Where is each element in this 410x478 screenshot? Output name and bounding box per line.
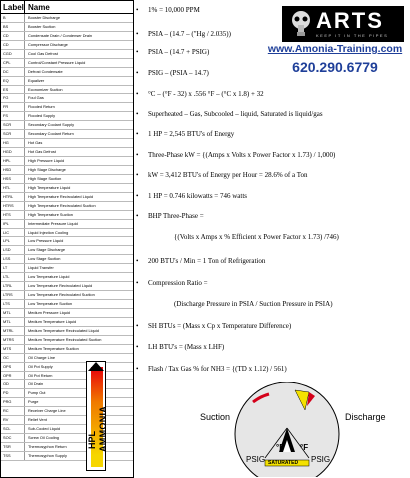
legend-row-label: OC <box>1 354 25 362</box>
legend-row <box>1 193 133 202</box>
legend-row-name: Foul Gas <box>28 95 44 101</box>
legend-row <box>1 68 133 77</box>
formula-item: • PSIA – (14.7 + PSIG) <box>148 48 209 56</box>
arts-logo <box>282 6 404 42</box>
legend-row-label: B <box>1 14 25 22</box>
legend-row <box>1 103 133 112</box>
legend-row-name: High Temperature Recirculated Suction <box>28 202 96 208</box>
legend-row <box>1 14 133 23</box>
legend-row <box>1 318 133 327</box>
legend-row-label: HTRS <box>1 202 25 210</box>
legend-row-name: High Stage Discharge <box>28 166 66 172</box>
formula-item: • kW = 3,412 BTU's of Energy per Hour = 28.6% of a Ton <box>148 171 308 179</box>
legend-header-name: Name <box>28 3 50 12</box>
legend-row <box>1 398 133 407</box>
gauge-psig-left: PSIG <box>246 455 266 464</box>
legend-row-name: Screw Oil Cooling <box>28 435 59 441</box>
legend-row-name: High Temperature Recirculated Liquid <box>28 193 94 199</box>
ammonia-label: AMMONIA <box>98 405 108 452</box>
legend-row-name: Hot Gas <box>28 140 43 146</box>
legend-row-name: Condensate Drain / Condenser Drain <box>28 32 93 38</box>
formula-item: • Compression Ratio = <box>148 279 208 287</box>
legend-row-label: LPL <box>1 237 25 245</box>
legend-row <box>1 354 133 363</box>
legend-row <box>1 121 133 130</box>
legend-row-label: DC <box>1 68 25 76</box>
legend-row <box>1 407 133 416</box>
legend-row-label: SCR <box>1 130 25 138</box>
formula-item: • °C – (°F - 32) x .556 °F – (°C x 1.8) + 32 <box>148 90 264 98</box>
legend-row-label: OPR <box>1 372 25 380</box>
legend-row-label: TSS <box>1 452 25 460</box>
legend-row-label: MTRS <box>1 336 25 344</box>
legend-row-name: Secondary Coolant Return <box>28 131 74 137</box>
legend-rows <box>1 14 133 461</box>
legend-row <box>1 363 133 372</box>
legend-row-name: Oil Pot Return <box>28 372 53 378</box>
legend-row-name: Flooded Return <box>28 104 55 110</box>
legend-row <box>1 345 133 354</box>
legend-row-name: Low Temperature Recirculated Suction <box>28 292 95 298</box>
legend-row-name: Medium Temperature Liquid <box>28 318 77 324</box>
legend-row-label: MTL <box>1 318 25 326</box>
legend-row-name: Thermosyphon Supply <box>28 452 67 458</box>
legend-row-name: Low Stage Discharge <box>28 247 65 253</box>
legend-row-label: HSS <box>1 175 25 183</box>
legend-row-label: CD <box>1 41 25 49</box>
legend-row <box>1 166 133 175</box>
legend-row <box>1 273 133 282</box>
legend-row-name: Equalizer <box>28 77 45 83</box>
logo-text: ARTS <box>316 8 384 33</box>
legend-row-label: BS <box>1 23 25 31</box>
legend-row-label: CPL <box>1 59 25 67</box>
legend-row-name: Sub-Cooled Liquid <box>28 426 61 432</box>
legend-row <box>1 425 133 434</box>
legend-row <box>1 77 133 86</box>
formula-item: • LH BTU's = (Mass x LHF) <box>148 343 224 351</box>
legend-row-name: Booster Suction <box>28 23 56 29</box>
legend-row <box>1 237 133 246</box>
legend-row <box>1 157 133 166</box>
legend-row-label: LSS <box>1 255 25 263</box>
legend-row <box>1 32 133 41</box>
legend-row <box>1 416 133 425</box>
legend-row <box>1 175 133 184</box>
legend-row-name: Liquid Injection Cooling <box>28 229 69 235</box>
legend-row-label: LTRL <box>1 282 25 290</box>
legend-row-name: Low Temperature Liquid <box>28 274 70 280</box>
legend-row-label: PRG <box>1 398 25 406</box>
formula-item: • 1% = 10,000 PPM <box>148 6 200 14</box>
formula-item: • SH BTUs = (Mass x Cp x Temperature Difference) <box>148 322 291 330</box>
legend-row <box>1 300 133 309</box>
legend-header-label: Label <box>3 3 24 12</box>
formula-item: • PSIG – (PSIA – 14.7) <box>148 69 209 77</box>
formula-item: • Superheated – Gas, Subcooled – liquid, Saturated is liquid/gas <box>148 110 323 118</box>
gauge-psig-right: PSIG <box>311 455 331 464</box>
legend-row-label: FS <box>1 112 25 120</box>
legend-row-name: Cool Gas Defrost <box>28 50 58 56</box>
legend-row <box>1 389 133 398</box>
legend-row-label: PD <box>1 389 25 397</box>
formula-item: {(Volts x Amps x % Efficient x Power Factor x 1.73) /746) <box>174 233 339 241</box>
logo-tagline: KEEP IT IN THE PIPES <box>316 33 389 38</box>
ammonia-hpl-label: HPL <box>87 431 97 449</box>
legend-row-name: Low Stage Suction <box>28 256 61 262</box>
gauge-deg-right: °F <box>300 443 309 452</box>
legend-row-label: HPL <box>1 157 25 165</box>
legend-row-name: Intermediate Pressure Liquid <box>28 220 78 226</box>
legend-row-name: Purge <box>28 399 39 405</box>
legend-row-name: Medium Temperature Recirculated Suction <box>28 336 102 342</box>
legend-row-name: Secondary Coolant Supply <box>28 122 75 128</box>
legend-row-name: Medium Temperature Suction <box>28 345 79 351</box>
legend-row-label: HTL <box>1 184 25 192</box>
formula-item: • PSIA – (14.7 – ("Hg / 2.035)) <box>148 30 231 38</box>
legend-row-label: OPS <box>1 363 25 371</box>
legend-row <box>1 246 133 255</box>
legend-row-name: Receiver Charge Line <box>28 408 66 414</box>
legend-row-name: Low Temperature Recirculated Liquid <box>28 283 93 289</box>
legend-row-name: Low Temperature Suction <box>28 301 73 306</box>
legend-row-name: Control/Constant Pressure Liquid <box>28 59 86 65</box>
legend-row <box>1 372 133 381</box>
legend-row-label: LTS <box>1 300 25 308</box>
legend-row-label: EQ <box>1 77 25 85</box>
legend-row <box>1 291 133 300</box>
legend-row-label: OD <box>1 380 25 388</box>
legend-row-name: Thermosyphon Return <box>28 444 67 449</box>
gauge-discharge-label: Discharge <box>345 412 386 422</box>
formula-item: • 1 HP = 0.746 kilowatts = 746 watts <box>148 192 247 200</box>
legend-row-name: High Temperature Suction <box>28 211 73 217</box>
legend-row-name: Medium Pressure Liquid <box>28 309 70 315</box>
legend-row-label: FR <box>1 103 25 111</box>
legend-row-label: SCR <box>1 121 25 129</box>
legend-row <box>1 211 133 220</box>
legend-row-label: LSD <box>1 246 25 254</box>
legend-row <box>1 220 133 229</box>
legend-row <box>1 139 133 148</box>
legend-row-label: HSD <box>1 166 25 174</box>
legend-row <box>1 264 133 273</box>
legend-row-name: Defrost Condensate <box>28 68 63 74</box>
legend-row-name: Oil Charge Line <box>28 354 56 360</box>
gas-mask-icon <box>290 10 312 38</box>
legend-row-label: LT <box>1 264 25 272</box>
legend-row-name: Hot Gas Defrost <box>28 149 56 155</box>
legend-row-label: MTS <box>1 345 25 353</box>
legend-row-name: Flooded Supply <box>28 113 56 119</box>
legend-header <box>1 1 133 14</box>
legend-row <box>1 59 133 68</box>
legend-table <box>0 0 134 478</box>
legend-row-name: Compressor Discharge <box>28 41 68 47</box>
legend-row-name: Low Pressure Liquid <box>28 238 64 244</box>
legend-row-label: CGD <box>1 50 25 58</box>
legend-row-label: RV <box>1 416 25 424</box>
legend-row-name: High Pressure Liquid <box>28 158 65 163</box>
gauge-saturated-label: SATURATED <box>268 460 299 466</box>
legend-row <box>1 94 133 103</box>
legend-row-label: HTRL <box>1 193 25 201</box>
legend-row-label: LTL <box>1 273 25 281</box>
formula-item: • 200 BTU's / Min = 1 Ton of Refrigeration <box>148 257 265 265</box>
legend-row <box>1 229 133 238</box>
legend-row-name: Oil Drain <box>28 381 44 387</box>
formula-item: (Discharge Pressure in PSIA / Suction Pressure in PSIA) <box>174 300 333 308</box>
legend-row-name: Medium Temperature Recirculated Liquid <box>28 327 99 333</box>
phone-number: 620.290.6779 <box>292 59 378 75</box>
gauge-suction-label: Suction <box>200 412 231 422</box>
legend-row-name: Booster Discharge <box>28 15 61 20</box>
legend-row-name: Liquid Transfer <box>28 265 54 271</box>
legend-row <box>1 202 133 211</box>
legend-row-name: High Stage Suction <box>28 175 62 181</box>
legend-row-name: Economizer Suction <box>28 86 63 92</box>
legend-row-label: SCL <box>1 425 25 433</box>
legend-row-name: Oil Pot Supply <box>28 363 53 369</box>
legend-row-label: FG <box>1 94 25 102</box>
legend-row <box>1 434 133 443</box>
legend-row <box>1 336 133 345</box>
legend-row <box>1 148 133 157</box>
legend-row <box>1 86 133 95</box>
legend-row <box>1 380 133 389</box>
up-arrow-icon <box>88 362 104 371</box>
legend-row-label: IPL <box>1 220 25 228</box>
legend-row-label: RC <box>1 407 25 415</box>
legend-row-name: Pump Out <box>28 390 46 396</box>
legend-row <box>1 443 133 452</box>
legend-row-label: MTL <box>1 309 25 317</box>
legend-row <box>1 41 133 50</box>
legend-row <box>1 255 133 264</box>
legend-row <box>1 327 133 336</box>
legend-row-label: HG <box>1 139 25 147</box>
legend-row-label: TSR <box>1 443 25 451</box>
legend-row-label: MTRL <box>1 327 25 335</box>
legend-row-label: LTRS <box>1 291 25 299</box>
formula-item: • BHP Three-Phase = <box>148 212 204 220</box>
legend-row-name: High Temperature Liquid <box>28 184 71 190</box>
legend-row <box>1 23 133 32</box>
formula-item: • Three-Phase kW = {(Amps x Volts x Power Factor x 1.73) / 1,000) <box>148 151 335 159</box>
legend-row <box>1 309 133 318</box>
legend-row-label: ES <box>1 86 25 94</box>
legend-row-label: HTS <box>1 211 25 219</box>
legend-row <box>1 112 133 121</box>
formula-item: • Flash / Tax Gas % for NH3 = {(TD x 1.12) / 561) <box>148 365 287 373</box>
legend-row <box>1 452 133 461</box>
legend-row <box>1 282 133 291</box>
formula-item: • 1 HP = 2,545 BTU's of Energy <box>148 130 234 138</box>
gauge-deg-left: °F <box>276 443 285 452</box>
legend-row <box>1 184 133 193</box>
legend-row-label: SOC <box>1 434 25 442</box>
legend-row-name: Relief Vent <box>28 417 47 423</box>
legend-row-label: HGD <box>1 148 25 156</box>
legend-row <box>1 130 133 139</box>
legend-row <box>1 50 133 59</box>
website-link[interactable]: www.Amonia-Training.com <box>267 43 403 55</box>
legend-row-label: LIC <box>1 229 25 237</box>
legend-row-label: CD <box>1 32 25 40</box>
